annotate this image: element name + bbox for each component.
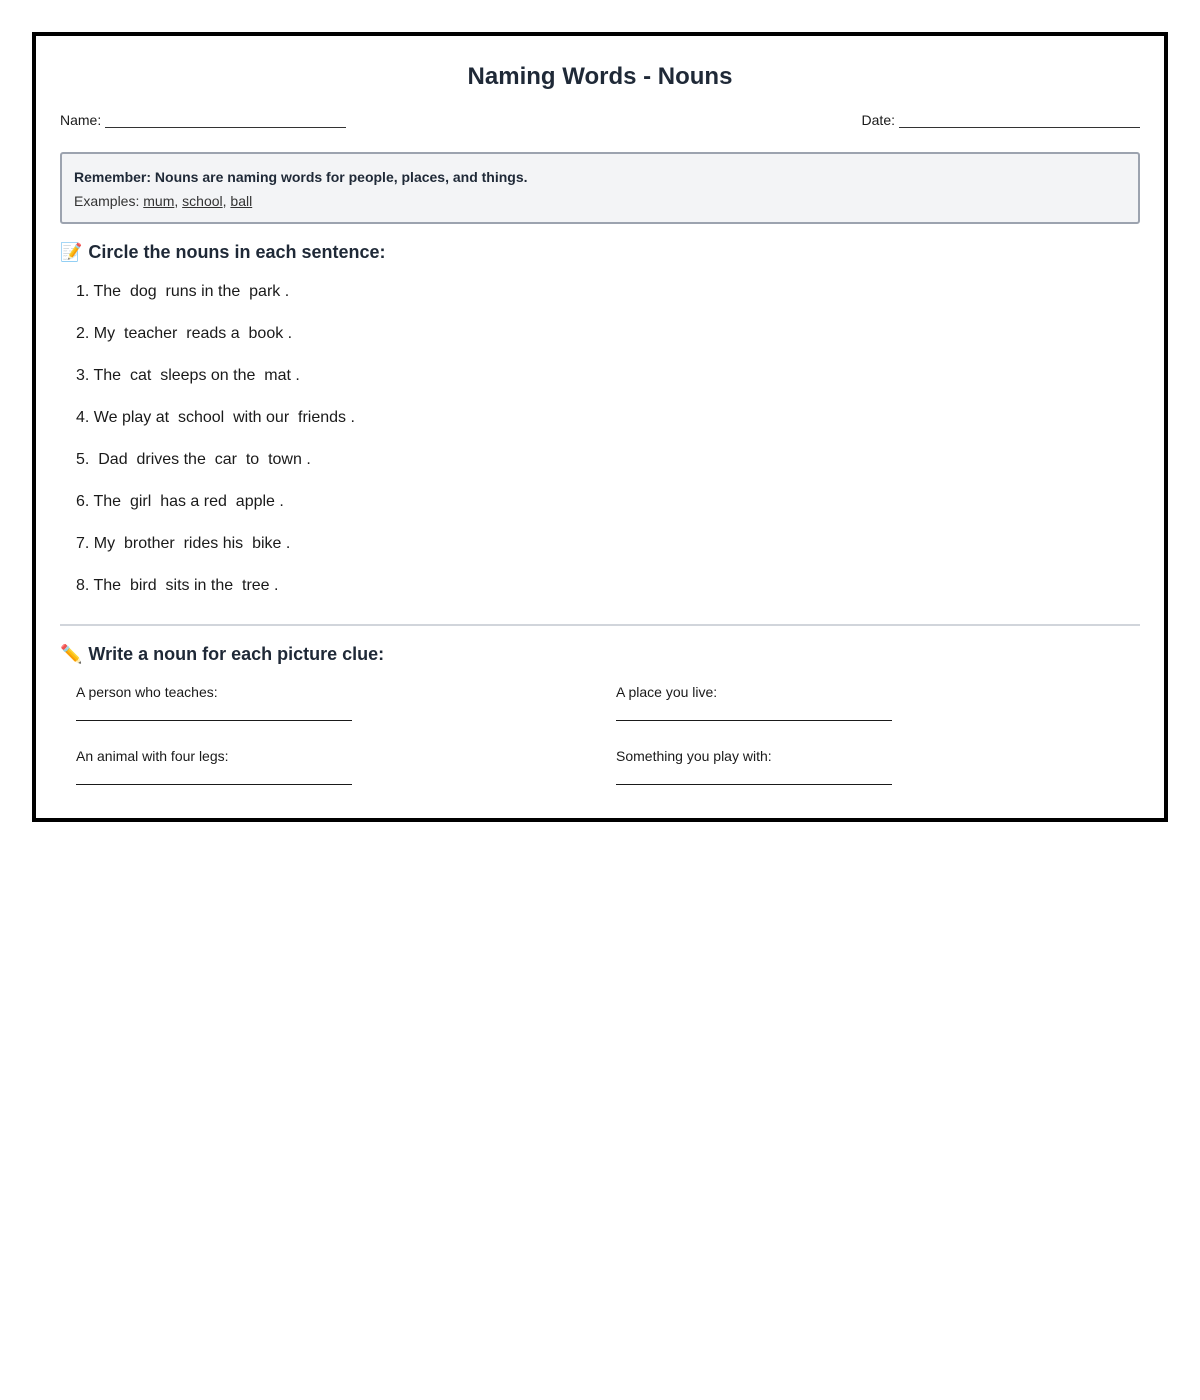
answer-blank-line[interactable] <box>616 784 892 785</box>
write-section-heading-text: Write a noun for each picture clue: <box>88 644 385 664</box>
answer-blank-line[interactable] <box>76 720 352 721</box>
clue-label: A place you live: <box>616 684 718 700</box>
example-noun: school <box>182 193 223 209</box>
section-divider <box>60 624 1140 626</box>
sentence-item[interactable]: 3. The cat sleeps on the mat . <box>76 367 300 384</box>
clue-item <box>616 748 896 785</box>
circle-section-heading <box>60 242 386 263</box>
reminder-examples: Examples: mum, school, ball <box>74 193 253 209</box>
write-section-heading <box>60 644 384 665</box>
example-noun: ball <box>230 193 253 209</box>
name-date-row <box>60 112 1140 128</box>
sentence-item[interactable]: 5. Dad drives the car to town . <box>76 451 311 468</box>
memo-icon: 📝 <box>60 242 83 262</box>
pencil-icon: ✏️ <box>60 644 83 664</box>
sentence-item[interactable]: 6. The girl has a red apple . <box>76 493 284 510</box>
date-label: Date: <box>861 112 895 128</box>
sentence-list <box>76 282 355 618</box>
sentence-item[interactable]: 2. My teacher reads a book . <box>76 325 293 342</box>
reminder-box <box>60 152 1140 224</box>
answer-blank-line[interactable] <box>76 784 352 785</box>
name-label: Name: <box>60 112 102 128</box>
sentence-item[interactable]: 8. The bird sits in the tree . <box>76 577 279 594</box>
sentence-item[interactable]: 4. We play at school with our friends . <box>76 409 355 426</box>
answer-blank-line[interactable] <box>616 720 892 721</box>
clue-label: Something you play with: <box>616 748 772 764</box>
clue-item <box>76 748 356 785</box>
date-blank-line[interactable] <box>899 115 1140 128</box>
sentence-item[interactable]: 7. My brother rides his bike . <box>76 535 291 552</box>
clue-label: A person who teaches: <box>76 684 218 700</box>
reminder-heading: Remember: Nouns are naming words for people, places, and things. <box>74 169 528 185</box>
clue-item <box>616 684 896 721</box>
name-blank-line[interactable] <box>105 115 346 128</box>
circle-section-heading-text: Circle the nouns in each sentence: <box>88 242 386 262</box>
examples-label: Examples: <box>74 193 140 209</box>
date-field[interactable] <box>862 112 1140 128</box>
clue-label: An animal with four legs: <box>76 748 229 764</box>
sentence-item[interactable]: 1. The dog runs in the park . <box>76 283 290 300</box>
worksheet-title: Naming Words - Nouns <box>467 63 733 90</box>
worksheet <box>32 32 1168 822</box>
example-noun: mum <box>143 193 175 209</box>
clue-item <box>76 684 356 721</box>
name-field[interactable] <box>60 112 346 128</box>
